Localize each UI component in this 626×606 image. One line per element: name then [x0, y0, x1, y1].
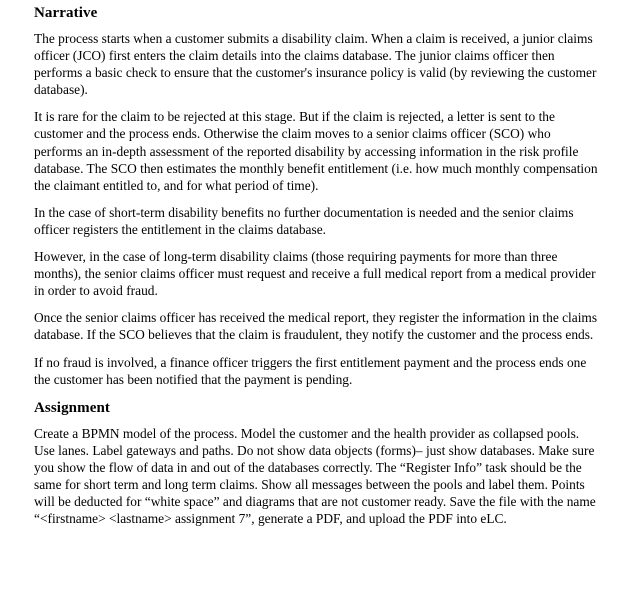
document [34, 4, 600, 537]
assignment-paragraph: Create a BPMN model of the process. Model the customer and the health provider as collapsed pools. Use lanes. Label gateways and paths. Do not show data objects (forms)– just show databases. Make sure you show the flow of data in and out of the databases correctly. The “Register Info” task should be the same for short term and long term claims. Show all messages between the pools and label them. Points will be deducted for “white space” and diagrams that are not customer ready. Save the file with the name “<firstname> <lastname> assignment 7”, generate a PDF, and upload the PDF into eLC. [34, 425, 596, 527]
assignment-heading: Assignment [34, 399, 111, 416]
narrative-paragraph: In the case of short-term disability benefits no further documentation is needed and the senior claims officer registers the entitlement in the claims database. [34, 204, 574, 237]
narrative-paragraph: However, in the case of long-term disability claims (those requiring payments for more than three months), the senior claims officer must request and receive a full medical report from a medical provider in order to avoid fraud. [34, 249, 596, 299]
assignment-section [34, 399, 600, 528]
narrative-paragraph: If no fraud is involved, a finance officer triggers the first entitlement payment and the process ends one the customer has been notified that the payment is pending. [34, 354, 587, 387]
narrative-paragraph: It is rare for the claim to be rejected at this stage. But if the claim is rejected, a letter is sent to the customer and the process ends. Otherwise the claim moves to a senior claims officer (SCO) who performs an in-depth assessment of the reported disability by accessing information in the risk profile database. The SCO then estimates the monthly benefit entitlement (i.e. how much monthly compensation the claimant entitled to, and for what period of time). [34, 109, 598, 193]
narrative-heading: Narrative [34, 5, 98, 21]
narrative-section [34, 4, 600, 388]
narrative-paragraph: The process starts when a customer submits a disability claim. When a claim is received, a junior claims officer (JCO) first enters the claim details into the claims database. The junior claims officer then performs a basic check to ensure that the customer's insurance policy is valid (by reviewing the customer database). [34, 31, 597, 98]
narrative-paragraph: Once the senior claims officer has received the medical report, they register the information in the claims database. If the SCO believes that the claim is fraudulent, they notify the customer and the process ends. [34, 310, 598, 343]
